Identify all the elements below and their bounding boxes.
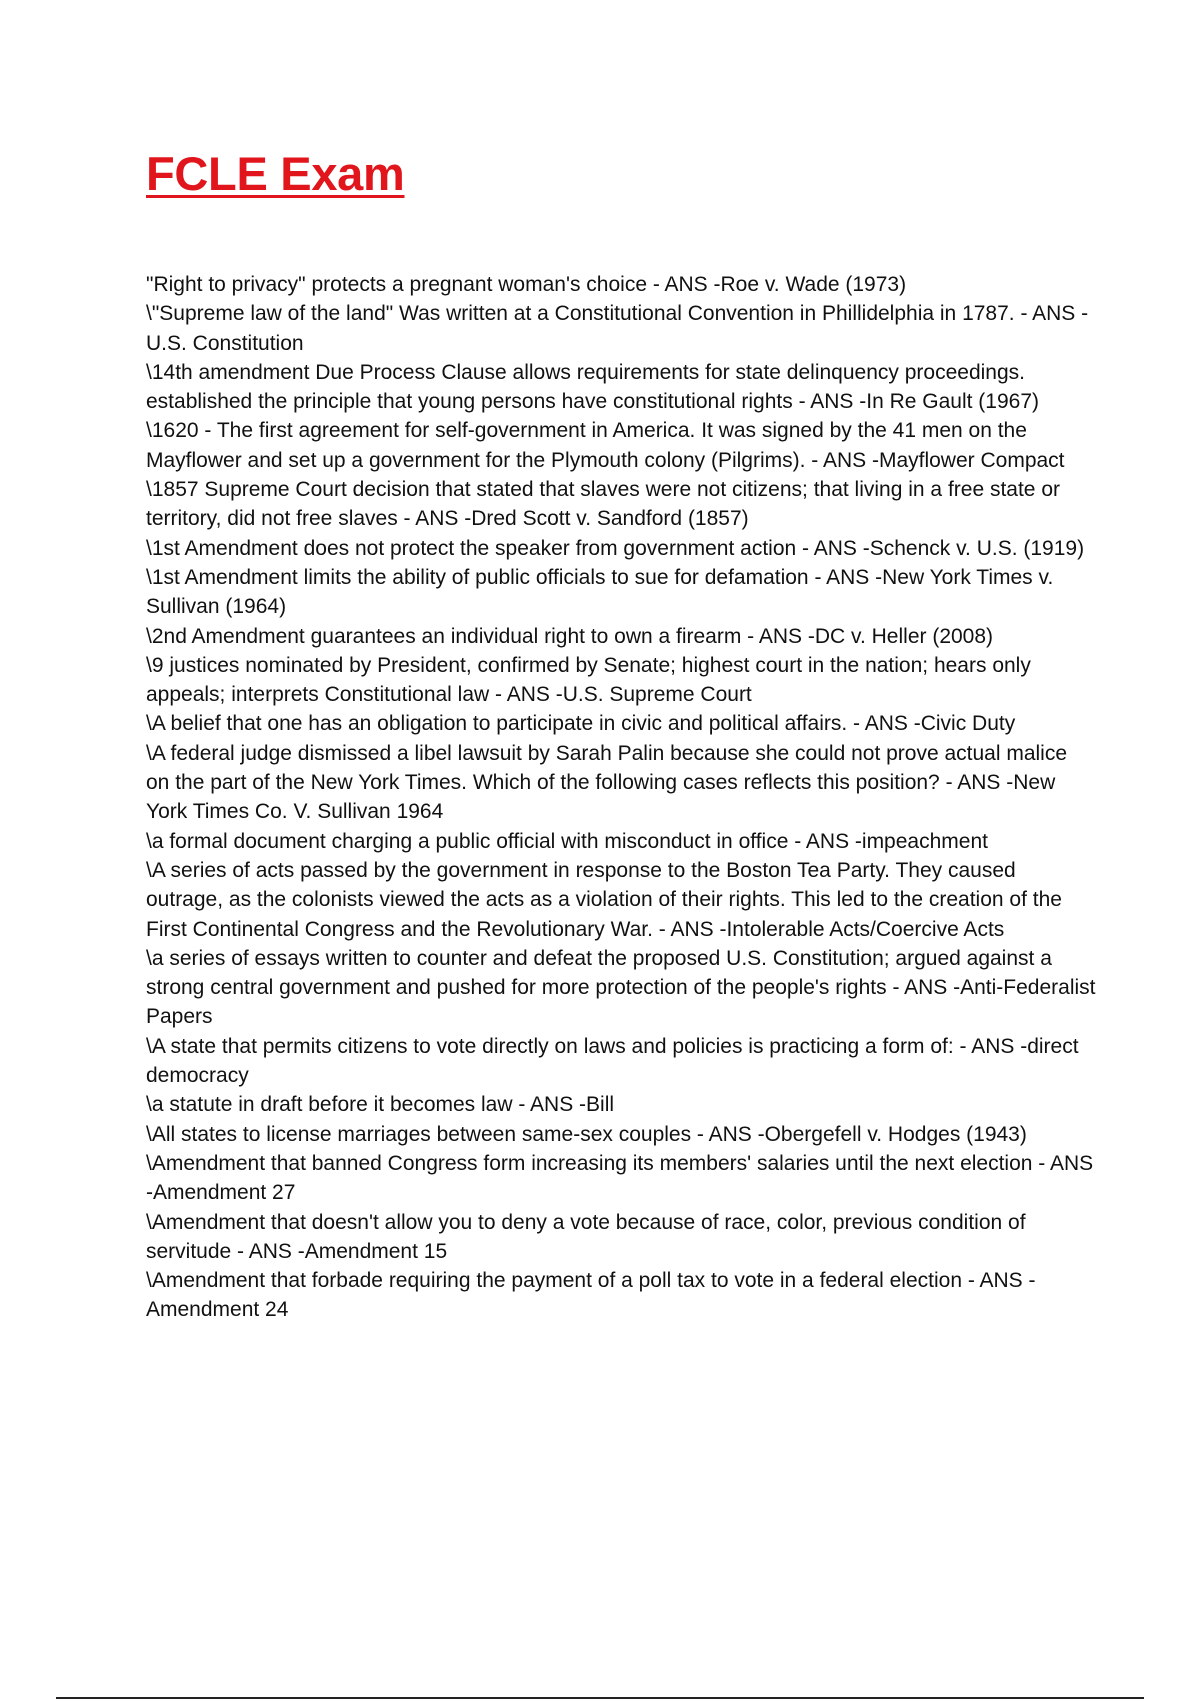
- qa-item: \1st Amendment limits the ability of public officials to sue for defamation - ANS -New York Times v. Sullivan (1964): [146, 565, 1054, 619]
- qa-item: \9 justices nominated by President, confirmed by Senate; highest court in the nation; hears only appeals; interprets Constitutional law - ANS -U.S. Supreme Court: [146, 653, 1031, 707]
- qa-item: \14th amendment Due Process Clause allows requirements for state delinquency proceedings. established the principle that young persons have constitutional rights - ANS -In Re Gault (1967): [146, 360, 1040, 414]
- qa-item: \A state that permits citizens to vote directly on laws and policies is practicing a form of: - ANS -direct democracy: [146, 1034, 1079, 1088]
- qa-item: \a formal document charging a public official with misconduct in office - ANS -impeachment: [146, 829, 988, 853]
- qa-list: [146, 270, 1096, 1325]
- qa-item: \1857 Supreme Court decision that stated that slaves were not citizens; that living in a free state or territory, did not free slaves - ANS -Dred Scott v. Sandford (1857): [146, 478, 1060, 531]
- qa-item: \Amendment that forbade requiring the payment of a poll tax to vote in a federal election - ANS -Amendment 24: [146, 1269, 1036, 1322]
- document-title: FCLE Exam: [146, 147, 405, 200]
- qa-item: \a series of essays written to counter and defeat the proposed U.S. Constitution; argued against a strong central government and pushed for more protection of the people's rights - ANS -Anti-Federalist Papers: [146, 946, 1096, 1029]
- qa-item: \All states to license marriages between same-sex couples - ANS -Obergefell v. Hodges (1943): [146, 1122, 1027, 1146]
- footer-rule: [56, 1697, 1144, 1699]
- qa-item: \Amendment that banned Congress form increasing its members' salaries until the next election - ANS -Amendment 27: [146, 1151, 1094, 1205]
- qa-item: \1st Amendment does not protect the speaker from government action - ANS -Schenck v. U.S. (1919): [146, 536, 1085, 560]
- qa-item: \1620 - The first agreement for self-government in America. It was signed by the 41 men on the Mayflower and set up a government for the Plymouth colony (Pilgrims). - ANS -Mayflower Compact: [146, 419, 1065, 472]
- qa-item: "Right to privacy" protects a pregnant woman's choice - ANS -Roe v. Wade (1973): [146, 273, 907, 296]
- qa-item: \A series of acts passed by the government in response to the Boston Tea Party. They caused outrage, as the colonists viewed the acts as a violation of their rights. This led to the creation of the First Continental Congress and the Revolutionary War. - ANS -Intolerable Acts/Coercive Acts: [146, 858, 1062, 941]
- qa-item: \A belief that one has an obligation to participate in civic and political affairs. - ANS -Civic Duty: [146, 712, 1016, 736]
- qa-item: \"Supreme law of the land" Was written at a Constitutional Convention in Phillidelphia in 1787. - ANS -U.S. Constitution: [146, 302, 1089, 355]
- qa-item: \2nd Amendment guarantees an individual right to own a firearm - ANS -DC v. Heller (2008): [146, 624, 994, 648]
- qa-item: \A federal judge dismissed a libel lawsuit by Sarah Palin because she could not prove actual malice on the part of the New York Times. Which of the following cases reflects this position? - ANS -New York Times Co. V. Sullivan 1964: [146, 741, 1068, 824]
- qa-item: \a statute in draft before it becomes law - ANS -Bill: [146, 1093, 615, 1117]
- qa-item: \Amendment that doesn't allow you to deny a vote because of race, color, previous condition of servitude - ANS -Amendment 15: [146, 1210, 1026, 1263]
